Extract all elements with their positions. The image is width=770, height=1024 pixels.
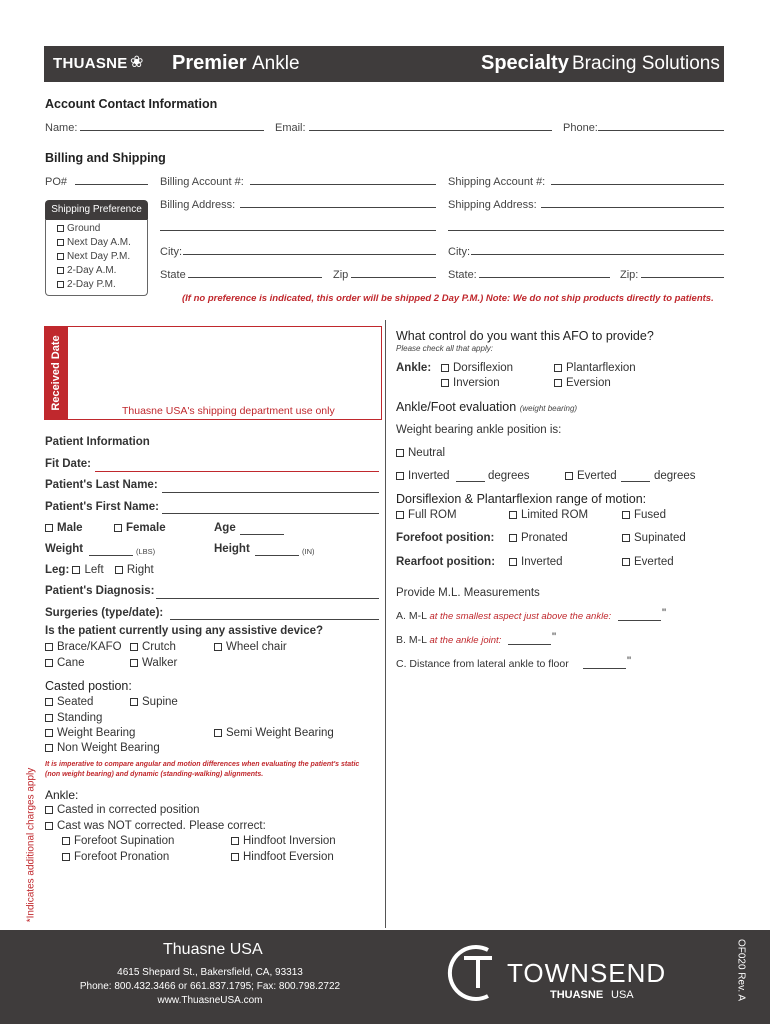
checkbox-icon — [45, 744, 53, 752]
shipping-city-label: City: — [448, 246, 470, 258]
casted-non-weight-bearing-option[interactable]: Non Weight Bearing — [45, 742, 160, 754]
device-cane-option[interactable]: Cane — [45, 657, 85, 669]
ship-option-ground[interactable]: Ground — [57, 223, 100, 234]
shipping-state-label: State: — [448, 269, 477, 281]
billing-section-title: Billing and Shipping — [45, 151, 166, 165]
lbs-unit: (LBS) — [136, 547, 156, 556]
casted-semi-weight-bearing-option[interactable]: Semi Weight Bearing — [214, 727, 334, 739]
checkbox-icon — [396, 449, 404, 457]
ml-a-row: A. M-L at the smallest aspect just above the ankle: — [396, 610, 612, 622]
billing-address-field-2[interactable] — [160, 230, 436, 231]
billing-account-field[interactable] — [250, 184, 436, 185]
full-rom-option[interactable]: Full ROM — [396, 509, 457, 521]
account-section-title: Account Contact Information — [45, 97, 218, 111]
townsend-wordmark: TOWNSEND — [507, 958, 667, 988]
checkbox-icon — [509, 534, 517, 542]
checkbox-icon — [554, 379, 562, 387]
footer-street: 4615 Shepard St., Bakersfield, CA, 93313 — [117, 967, 303, 978]
brand-name: THUASNE — [53, 55, 128, 72]
product-name-light: Ankle — [252, 53, 300, 74]
checkbox-icon — [130, 698, 138, 706]
ankle-cast-title: Ankle: — [45, 788, 79, 802]
ml-c-label: C. Distance from lateral ankle to floor — [396, 658, 569, 670]
po-field[interactable] — [75, 184, 148, 185]
checkbox-icon — [231, 837, 239, 845]
po-label: PO# — [45, 176, 68, 188]
checkbox-icon — [396, 511, 404, 519]
billing-city-field[interactable] — [183, 254, 436, 255]
fused-option[interactable]: Fused — [622, 509, 666, 521]
device-walker-option[interactable]: Walker — [130, 657, 177, 669]
ml-b-field[interactable] — [508, 644, 551, 645]
email-label: Email: — [275, 122, 306, 134]
forefoot-pronation-option[interactable]: Forefoot Pronation — [62, 851, 169, 863]
checkbox-icon — [45, 806, 53, 814]
device-wheelchair-option[interactable]: Wheel chair — [214, 641, 287, 653]
received-date-label: Received Date — [50, 335, 62, 411]
checkbox-icon — [622, 534, 630, 542]
shipping-zip-field[interactable] — [641, 277, 724, 278]
checkbox-icon — [62, 853, 70, 861]
diagnosis-field[interactable] — [156, 598, 379, 599]
checkbox-icon — [231, 853, 239, 861]
footer-website[interactable]: www.ThuasneUSA.com — [157, 995, 263, 1006]
casted-supine-option[interactable]: Supine — [130, 696, 178, 708]
checkbox-icon — [622, 558, 630, 566]
plantarflexion-option[interactable]: Plantarflexion — [554, 362, 636, 374]
checkbox-icon — [57, 239, 64, 246]
age-label: Age — [214, 522, 236, 534]
leg-row — [45, 564, 154, 576]
billing-zip-label: Zip — [333, 269, 349, 281]
casted-standing-option[interactable]: Standing — [45, 712, 102, 724]
leg-label: Leg: — [45, 564, 70, 576]
first-name-label: Patient's First Name: — [45, 501, 159, 513]
leg-left-option[interactable]: Left — [72, 564, 103, 576]
assistive-question: Is the patient currently using any assistive device? — [45, 625, 324, 637]
dorsiflexion-option[interactable]: Dorsiflexion — [441, 362, 513, 374]
footer-phone: Phone: 800.432.3466 or 661.837.1795; Fax: 800.798.2722 — [79, 981, 341, 992]
last-name-field[interactable] — [162, 492, 379, 493]
limited-rom-option[interactable]: Limited ROM — [509, 509, 588, 521]
billing-account-label: Billing Account #: — [160, 176, 244, 188]
checkbox-icon — [214, 643, 222, 651]
checkbox-icon — [441, 379, 449, 387]
ml-b-inch: " — [552, 632, 557, 644]
email-field[interactable] — [309, 130, 552, 131]
townsend-sub-thuasne: THUASNE — [550, 989, 604, 1001]
name-label: Name: — [45, 122, 78, 134]
billing-address-label: Billing Address: — [160, 199, 236, 211]
checkbox-icon — [45, 714, 53, 722]
cast-not-corrected-option[interactable]: Cast was NOT corrected. Please correct: — [45, 820, 266, 832]
department-use-note: Thuasne USA's shipping department use only — [122, 405, 335, 417]
shipping-address-field-2[interactable] — [448, 230, 724, 231]
tagline-light: Bracing Solutions — [572, 53, 720, 74]
checkbox-icon — [130, 659, 138, 667]
phone-field[interactable] — [598, 130, 724, 131]
checkbox-icon — [57, 253, 64, 260]
imperative-note-line-2: (non weight bearing) and dynamic (standing-walking) alignments. — [45, 771, 264, 778]
height-field[interactable] — [255, 555, 299, 556]
height-label: Height — [214, 543, 250, 555]
imperative-note-line-1: It is imperative to compare angular and motion differences when evaluating the patient's static — [45, 761, 360, 768]
hindfoot-eversion-option[interactable]: Hindfoot Eversion — [231, 851, 334, 863]
patient-info-title: Patient Information — [45, 436, 150, 448]
pronated-option[interactable]: Pronated — [509, 532, 568, 544]
last-name-label: Patient's Last Name: — [45, 479, 158, 491]
afo-ankle-label: Ankle: — [396, 362, 432, 374]
shipping-zip-label: Zip: — [620, 269, 639, 281]
female-option[interactable]: Female — [114, 522, 166, 534]
weight-label: Weight — [45, 543, 84, 555]
first-name-field[interactable] — [162, 513, 379, 514]
shipping-city-field[interactable] — [471, 254, 724, 255]
everted-degrees-field[interactable] — [621, 481, 650, 482]
checkbox-icon — [57, 225, 64, 232]
checkbox-icon — [72, 566, 80, 574]
shipping-preference-title: Shipping Preference — [45, 200, 148, 220]
billing-zip-field[interactable] — [351, 277, 436, 278]
age-field[interactable] — [240, 534, 284, 535]
billing-address-field[interactable] — [240, 207, 436, 208]
everted-option[interactable]: Everted — [565, 470, 617, 482]
townsend-logo-icon — [442, 940, 502, 1006]
checkbox-icon — [115, 566, 123, 574]
checkbox-icon — [57, 267, 64, 274]
inverted-option[interactable]: Inverted — [396, 470, 450, 482]
footer-address — [80, 966, 340, 1008]
checkbox-icon — [509, 511, 517, 519]
checkbox-icon — [509, 558, 517, 566]
checkbox-icon — [441, 364, 449, 372]
billing-city-label: City: — [160, 246, 182, 258]
shipping-note: (If no preference is indicated, this order will be shipped 2 Day P.M.) Note: We do not ship products directly to patients. — [182, 293, 714, 304]
ship-option-2-day-pm[interactable]: 2-Day P.M. — [57, 279, 116, 290]
ankle-foot-eval-title: Ankle/Foot evaluation (weight bearing) — [396, 400, 578, 414]
checkbox-icon — [45, 659, 53, 667]
ml-c-field[interactable] — [583, 668, 626, 669]
casted-corrected-option[interactable]: Casted in corrected position — [45, 804, 200, 816]
billing-state-label: State — [160, 269, 186, 281]
checkbox-icon — [45, 729, 53, 737]
checkbox-icon — [45, 698, 53, 706]
forefoot-position-label: Forefoot position: — [396, 532, 495, 544]
ship-option-next-day-pm[interactable]: Next Day P.M. — [57, 251, 130, 262]
townsend-sub-usa: USA — [611, 989, 634, 1001]
shipping-account-field[interactable] — [551, 184, 724, 185]
device-crutch-option[interactable]: Crutch — [130, 641, 176, 653]
casted-seated-option[interactable]: Seated — [45, 696, 93, 708]
diagnosis-label: Patient's Diagnosis: — [45, 585, 155, 597]
everted-degrees-label: degrees — [654, 470, 696, 482]
ship-option-next-day-am[interactable]: Next Day A.M. — [57, 237, 131, 248]
fit-date-field[interactable] — [95, 471, 379, 472]
ml-b-row: B. M-L at the ankle joint: — [396, 634, 502, 646]
checkbox-icon — [554, 364, 562, 372]
footer-company-name: Thuasne USA — [163, 941, 263, 958]
device-brace-option[interactable]: Brace/KAFO — [45, 641, 122, 653]
afo-question: What control do you want this AFO to provide? — [396, 329, 654, 343]
checkbox-icon — [45, 524, 53, 532]
forefoot-supination-option[interactable]: Forefoot Supination — [62, 835, 174, 847]
inversion-option[interactable]: Inversion — [441, 377, 500, 389]
shipping-state-field[interactable] — [479, 277, 610, 278]
hindfoot-inversion-option[interactable]: Hindfoot Inversion — [231, 835, 336, 847]
male-option[interactable]: Male — [45, 522, 83, 534]
checkbox-icon — [622, 511, 630, 519]
rom-title: Dorsiflexion & Plantarflexion range of motion: — [396, 492, 647, 506]
checkbox-icon — [130, 643, 138, 651]
ml-a-inch: " — [662, 608, 667, 620]
additional-charges-note: *Indicates additional charges apply — [25, 767, 37, 923]
rearfoot-inverted-option[interactable]: Inverted — [509, 556, 563, 568]
thuasne-logo-icon: ❀ — [130, 54, 144, 71]
ml-measurements-title: Provide M.L. Measurements — [396, 587, 540, 599]
neutral-option[interactable]: Neutral — [396, 447, 445, 459]
eversion-option[interactable]: Eversion — [554, 377, 611, 389]
name-field[interactable] — [80, 130, 264, 131]
weight-field[interactable] — [89, 555, 133, 556]
ship-option-2-day-am[interactable]: 2-Day A.M. — [57, 265, 116, 276]
tagline-bold: Specialty — [481, 52, 569, 74]
inverted-degrees-field[interactable] — [456, 481, 485, 482]
ml-c-inch: " — [627, 656, 632, 668]
phone-label: Phone: — [563, 122, 598, 134]
casted-weight-bearing-option[interactable]: Weight Bearing — [45, 727, 135, 739]
column-divider — [385, 320, 386, 928]
rearfoot-position-label: Rearfoot position: — [396, 556, 496, 568]
shipping-address-label: Shipping Address: — [448, 199, 537, 211]
product-name-bold: Premier — [172, 52, 247, 74]
checkbox-icon — [565, 472, 573, 480]
casted-position-title: Casted postion: — [45, 679, 132, 693]
shipping-account-label: Shipping Account #: — [448, 176, 546, 188]
checkbox-icon — [62, 837, 70, 845]
fit-date-label: Fit Date: — [45, 458, 91, 470]
form-revision: OF020 Rev. A — [735, 938, 747, 1002]
billing-state-field[interactable] — [188, 277, 322, 278]
surgeries-label: Surgeries (type/date): — [45, 607, 164, 619]
checkbox-icon — [45, 643, 53, 651]
in-unit: (IN) — [302, 547, 315, 556]
inverted-degrees-label: degrees — [488, 470, 530, 482]
leg-right-option[interactable]: Right — [115, 564, 154, 576]
checkbox-icon — [396, 472, 404, 480]
checkbox-icon — [45, 822, 53, 830]
check-all-note: Please check all that apply: — [396, 344, 493, 353]
wb-position-label: Weight bearing ankle position is: — [396, 424, 562, 436]
ml-a-field[interactable] — [618, 620, 661, 621]
supinated-option[interactable]: Supinated — [622, 532, 686, 544]
surgeries-field[interactable] — [170, 619, 379, 620]
checkbox-icon — [57, 281, 64, 288]
checkbox-icon — [214, 729, 222, 737]
checkbox-icon — [114, 524, 122, 532]
shipping-address-field[interactable] — [541, 207, 724, 208]
rearfoot-everted-option[interactable]: Everted — [622, 556, 674, 568]
